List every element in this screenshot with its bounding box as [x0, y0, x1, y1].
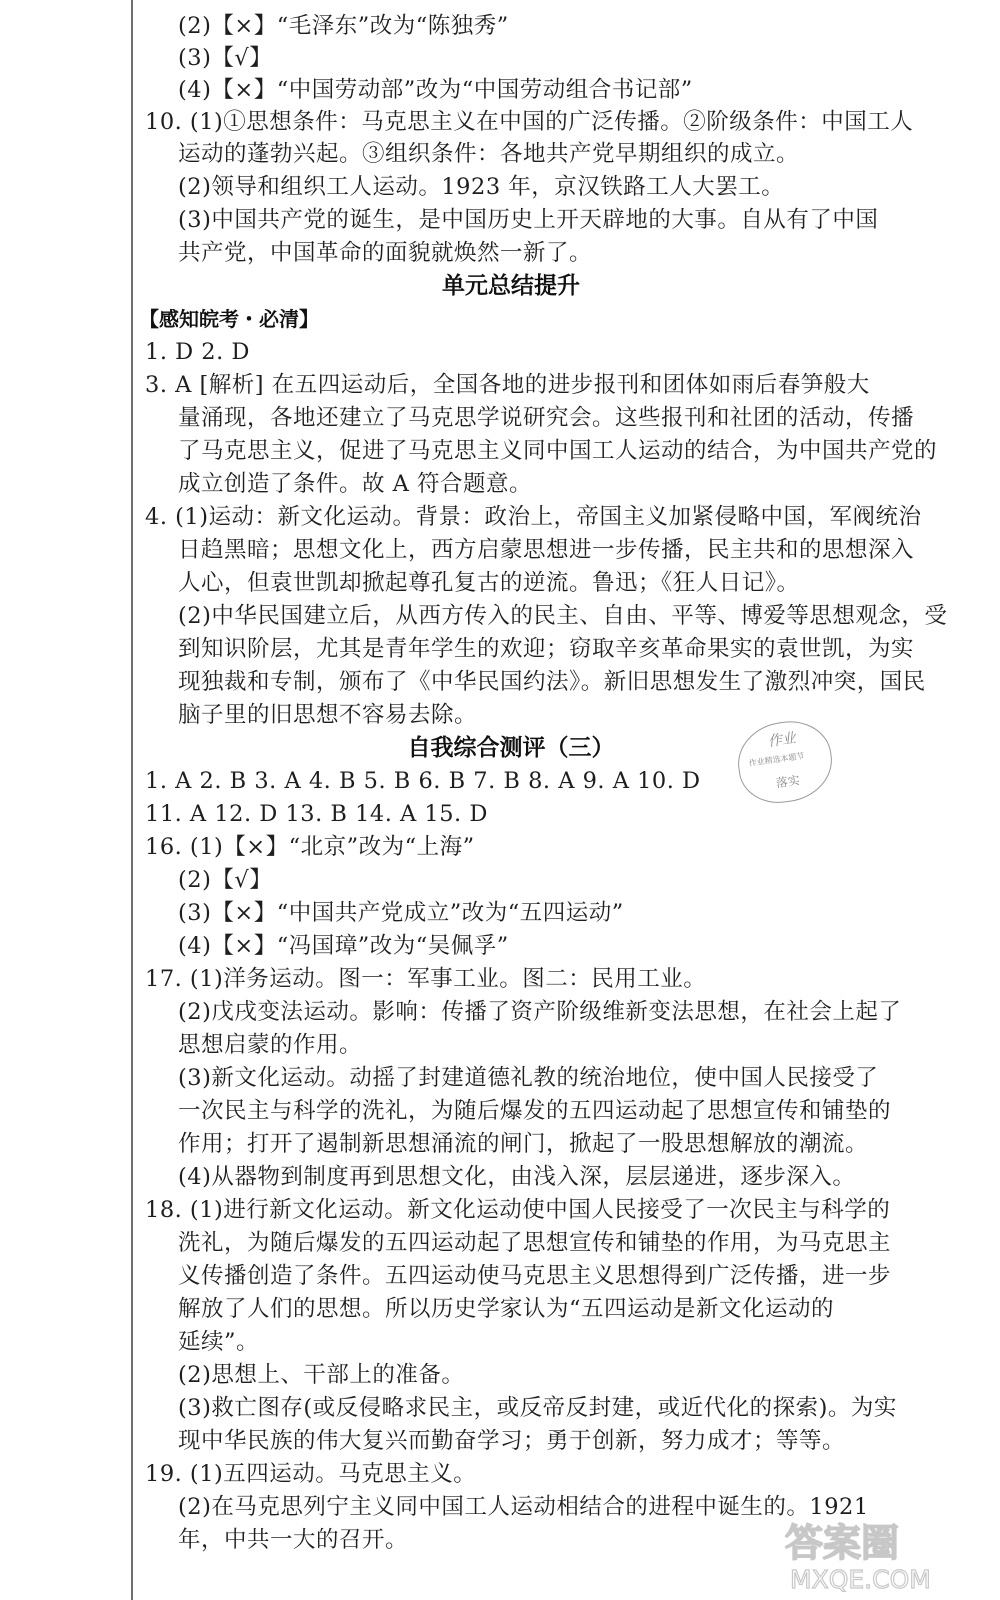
- answer-line: 年，中共一大的召开。: [178, 1527, 409, 1553]
- q9-item-3: (3)【√】: [178, 45, 273, 71]
- q10-line: (3)中国共产党的诞生，是中国历史上开天辟地的大事。自从有了中国: [178, 207, 879, 233]
- answer-line: 成立创造了条件。故 A 符合题意。: [178, 471, 533, 497]
- answer-line: 现独裁和专制，颁布了《中华民国约法》。新旧思想发生了激烈冲突，国民: [178, 669, 926, 695]
- answer-line: (2)戊戌变法运动。影响：传播了资产阶级维新变法思想，在社会上起了: [178, 999, 902, 1025]
- answer-line: 人心，但袁世凯却掀起尊孔复古的逆流。鲁迅；《狂人日记》。: [178, 570, 800, 596]
- answer-line: 17. (1)洋务运动。图一：军事工业。图二：民用工业。: [145, 966, 707, 992]
- mc-answers-row: 11. A 12. D 13. B 14. A 15. D: [145, 801, 488, 827]
- answer-line: 18. (1)进行新文化运动。新文化运动使中国人民接受了一次民主与科学的: [145, 1197, 891, 1223]
- answer-line: 脑子里的旧思想不容易去除。: [178, 702, 478, 728]
- q10-line: 运动的蓬勃兴起。③组织条件：各地共产党早期组织的成立。: [178, 141, 800, 167]
- answer-line: 延续”。: [178, 1329, 260, 1355]
- answer-line: (2)在马克思列宁主义同中国工人运动相结合的进程中诞生的。1921: [178, 1494, 869, 1520]
- answer-line: 思想启蒙的作用。: [178, 1032, 363, 1058]
- answer-line: 3. A [解析] 在五四运动后，全国各地的进步报刊和团体如雨后春笋般大: [145, 372, 870, 398]
- q10-line: (2)领导和组织工人运动。1923 年，京汉铁路工人大罢工。: [178, 174, 785, 200]
- answer-line: 4. (1)运动：新文化运动。背景：政治上，帝国主义加紧侵略中国，军阀统治: [145, 504, 922, 530]
- subsection-tag: 【感知皖考・必清】: [139, 307, 319, 331]
- answer-line: (2)【√】: [178, 867, 273, 893]
- answer-line: (2)思想上、干部上的准备。: [178, 1362, 465, 1388]
- answer-line: 一次民主与科学的洗礼，为随后爆发的五四运动起了思想宣传和铺垫的: [178, 1098, 892, 1124]
- answer-line: (4)从器物到制度再到思想文化，由浅入深，层层递进，逐步深入。: [178, 1164, 856, 1190]
- watermark-url: MXQE.COM: [790, 1565, 931, 1594]
- section-heading-unit-summary: 单元总结提升: [442, 273, 580, 299]
- answer-line: (4)【×】“冯国璋”改为“吴佩孚”: [178, 933, 509, 959]
- answer-line: 现中华民族的伟大复兴而勤奋学习；勇于创新，努力成才；等等。: [178, 1428, 846, 1454]
- stamp-title: 作业: [766, 730, 797, 751]
- q9-item-4: (4)【×】“中国劳动部”改为“中国劳动组合书记部”: [178, 77, 693, 103]
- answer-line: (3)救亡图存(或反侵略求民主，或反帝反封建，或近代化的探索)。为实: [178, 1395, 897, 1421]
- q9-item-2: (2)【×】“毛泽东”改为“陈独秀”: [178, 13, 509, 39]
- answer-line: 了马克思主义，促进了马克思主义同中国工人运动的结合，为中国共产党的: [178, 438, 938, 464]
- answer-line: 1. D 2. D: [145, 339, 250, 365]
- answer-line: (3)【×】“中国共产党成立”改为“五四运动”: [178, 900, 624, 926]
- stamp-subtitle: 作业精选本题节: [748, 751, 805, 769]
- answer-line: 16. (1)【×】“北京”改为“上海”: [145, 834, 475, 860]
- mc-answers-row: 1. A 2. B 3. A 4. B 5. B 6. B 7. B 8. A 9. A 10. D: [145, 768, 701, 794]
- q10-line: 共产党，中国革命的面貌就焕然一新了。: [178, 240, 593, 266]
- answer-line: (3)新文化运动。动摇了封建道德礼教的统治地位，使中国人民接受了: [178, 1065, 879, 1091]
- section-heading-self-test: 自我综合测评（三）: [407, 735, 615, 761]
- answer-line: (2)中华民国建立后，从西方传入的民主、自由、平等、博爱等思想观念，受: [178, 603, 948, 629]
- answer-line: 洗礼，为随后爆发的五四运动起了思想宣传和铺垫的作用，为马克思主: [178, 1230, 892, 1256]
- stamp-footer: 落实: [774, 773, 801, 791]
- watermark-logo-text: 答案圈: [785, 1521, 900, 1565]
- answer-line: 作用；打开了遏制新思想涌流的闸门，掀起了一股思想解放的潮流。: [178, 1131, 869, 1157]
- answer-line: 解放了人们的思想。所以历史学家认为“五四运动是新文化运动的: [178, 1296, 835, 1322]
- answer-line: 义传播创造了条件。五四运动使马克思主义思想得到广泛传播，进一步: [178, 1263, 892, 1289]
- q10-line: 10. (1)①思想条件：马克思主义在中国的广泛传播。②阶级条件：中国工人: [145, 109, 914, 135]
- answer-line: 19. (1)五四运动。马克思主义。: [145, 1461, 477, 1487]
- answer-line: 到知识阶层，尤其是青年学生的欢迎；窃取辛亥革命果实的袁世凯，为实: [178, 636, 915, 662]
- answer-line: 量涌现，各地还建立了马克思学说研究会。这些报刊和社团的活动，传播: [178, 405, 915, 431]
- answer-line: 日趋黑暗；思想文化上，西方启蒙思想进一步传播，民主共和的思想深入: [178, 537, 915, 563]
